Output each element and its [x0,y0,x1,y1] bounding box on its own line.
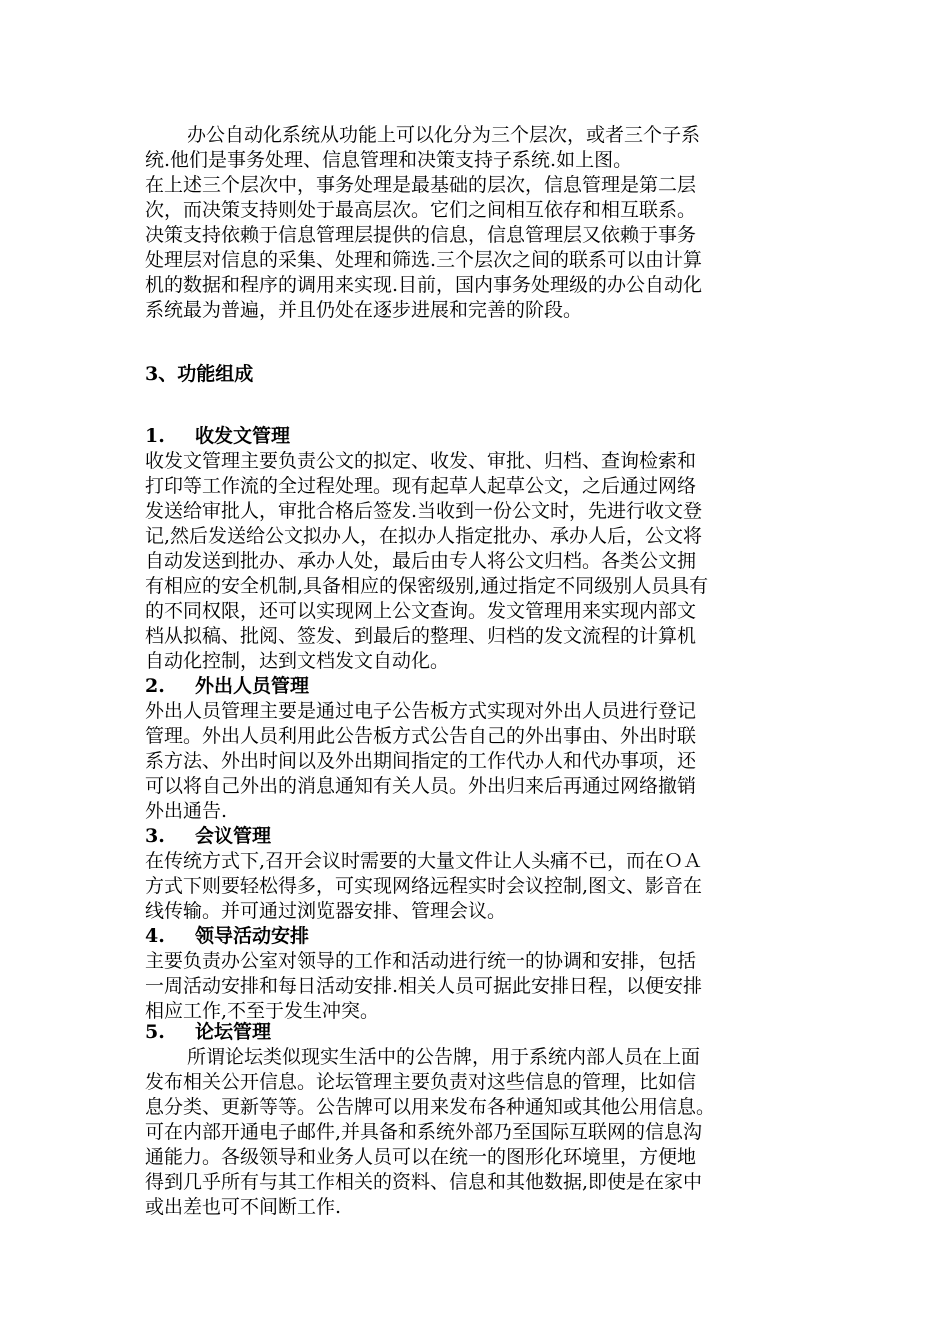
item-line: 或出差也可不间断工作. [145,1196,342,1218]
intro-line: 决策支持依赖于信息管理层提供的信息，信息管理层又依赖于事务 [145,224,697,246]
intro-line: 系统最为普遍，并且仍处在逐步进展和完善的阶段。 [145,299,583,321]
item-line: 一周活动安排和每日活动安排.相关人员可据此安排日程，以便安排 [145,975,703,997]
item-heading [145,924,810,949]
item-out-personnel [145,674,810,824]
item-line: 息分类、更新等等。公告牌可以用来发布各种通知或其他公用信息。 [145,1096,716,1118]
item-title: 会议管理 [195,825,272,847]
item-line: 线传输。并可通过浏览器安排、管理会议。 [145,900,507,922]
item-line: 档从拟稿、批阅、签发、到最后的整理、归档的发文流程的计算机 [145,625,697,647]
item-line: 有相应的安全机制,具备相应的保密级别,通过指定不同级别人员具有 [145,575,709,597]
item-line: 得到几乎所有与其工作相关的资料、信息和其他数据,即使是在家中 [145,1171,703,1193]
item-line: 发布相关公开信息。论坛管理主要负责对这些信息的管理，比如信 [145,1071,697,1093]
intro-line: 办公自动化系统从功能上可以化分为三个层次，或者三个子系 [187,124,701,146]
item-line: 系方法、外出时间以及外出期间指定的工作代办人和代办事项，还 [145,750,697,772]
item-line: 发送给审批人，审批合格后签发.当收到一份公文时，先进行收文登 [145,500,703,522]
intro-line: 处理层对信息的采集、处理和筛选.三个层次之间的联系可以由计算 [145,249,703,271]
item-line: 自动发送到批办、承办人处，最后由专人将公文归档。各类公文拥 [145,550,697,572]
item-line: 在传统方式下,召开会议时需要的大量文件让人头痛不已，而在ＯＡ [145,850,703,872]
item-line: 管理。外出人员利用此公告板方式公告自己的外出事由、外出时联 [145,725,697,747]
item-number: 1. [145,425,165,447]
item-line: 通能力。各级领导和业务人员可以在统一的图形化环境里，方便地 [145,1146,697,1168]
intro-line: 机的数据和程序的调用来实现.目前，国内事务处理级的办公自动化 [145,274,703,296]
item-meeting [145,824,810,924]
section-title: 3、功能组成 [145,363,254,385]
item-leader-schedule [145,924,810,1024]
item-number: 3. [145,825,165,847]
item-forum [145,1020,810,1220]
item-receive-send-docs [145,424,810,674]
item-title: 论坛管理 [195,1021,272,1043]
item-line: 外出通告. [145,800,228,822]
item-line: 收发文管理主要负责公文的拟定、收发、审批、归档、查询检索和 [145,450,697,472]
item-line: 自动化控制，达到文档发文自动化。 [145,650,450,672]
intro-line: 次，而决策支持则处于最高层次。它们之间相互依存和相互联系。 [145,199,697,221]
item-line: 主要负责办公室对领导的工作和活动进行统一的协调和安排，包括 [145,950,697,972]
intro-paragraph [145,123,810,323]
item-title: 收发文管理 [195,425,291,447]
item-heading [145,674,810,699]
item-line: 可以将自己外出的消息通知有关人员。外出归来后再通过网络撤销 [145,775,697,797]
intro-line: 统.他们是事务处理、信息管理和决策支持子系统.如上图。 [145,149,633,171]
item-line: 相应工作,不至于发生冲突。 [145,1000,380,1022]
item-title: 领导活动安排 [195,925,310,947]
item-number: 4. [145,925,165,947]
item-number: 5. [145,1021,165,1043]
intro-line: 在上述三个层次中，事务处理是最基础的层次，信息管理是第二层 [145,174,697,196]
item-line: 所谓论坛类似现实生活中的公告牌，用于系统内部人员在上面 [187,1046,701,1068]
item-line: 外出人员管理主要是通过电子公告板方式实现对外出人员进行登记 [145,700,697,722]
item-line: 记,然后发送给公文拟办人，在拟办人指定批办、承办人后，公文将 [145,525,703,547]
item-line: 可在内部开通电子邮件,并具备和系统外部乃至国际互联网的信息沟 [145,1121,703,1143]
item-line: 方式下则要轻松得多，可实现网络远程实时会议控制,图文、影音在 [145,875,703,897]
item-heading [145,824,810,849]
item-number: 2. [145,675,165,697]
item-heading [145,424,810,449]
item-line: 的不同权限，还可以实现网上公文查询。发文管理用来实现内部文 [145,600,697,622]
item-line: 打印等工作流的全过程处理。现有起草人起草公文，之后通过网络 [145,475,697,497]
item-title: 外出人员管理 [195,675,310,697]
item-heading [145,1020,810,1045]
